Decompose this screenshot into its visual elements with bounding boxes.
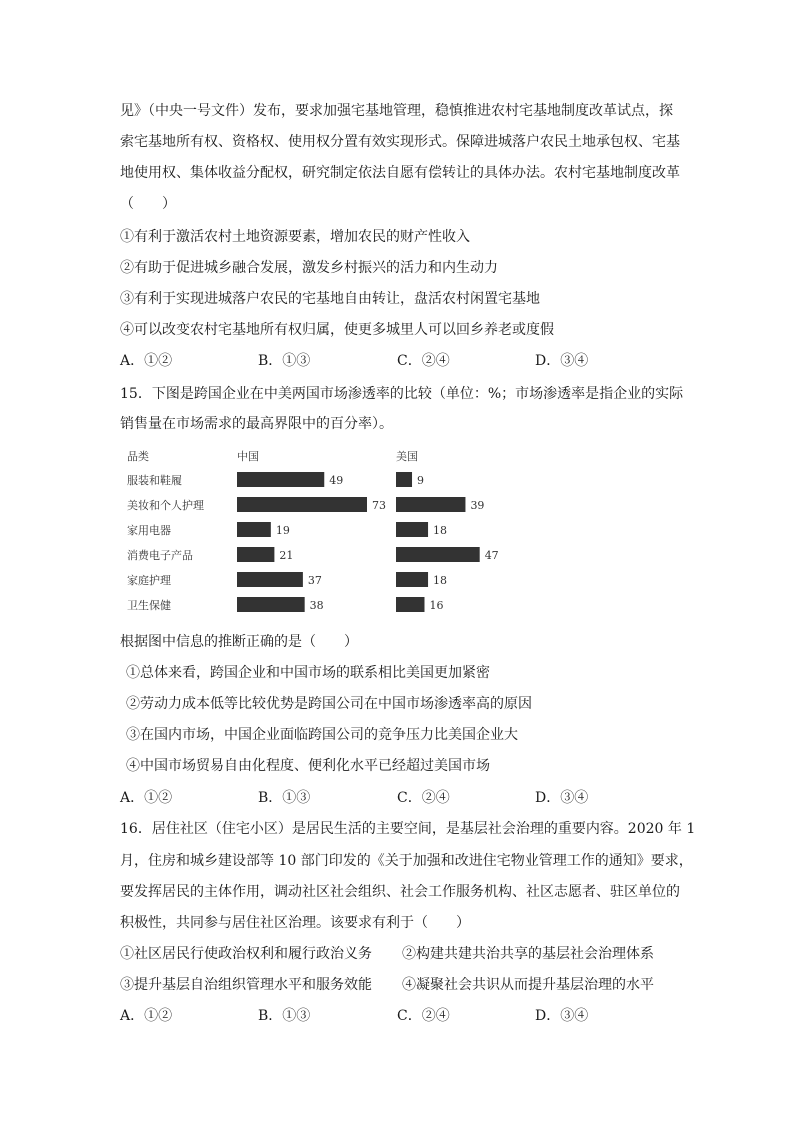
- q14-stem-line-1: 见》（中央一号文件）发布，要求加强宅基地管理，稳慎推进农村宅基地制度改革试点，探: [120, 103, 673, 119]
- q14-option-a[interactable]: A．①②: [120, 353, 173, 369]
- category-header: 品类: [127, 450, 149, 463]
- q14-stem-line-2: 索宅基地所有权、资格权、使用权分置有效实现形式。保障进城落户农民土地承包权、宅基: [120, 134, 680, 150]
- category-label: 服装和鞋履: [127, 474, 182, 487]
- data-label-china: 19: [275, 524, 290, 537]
- bar-usa: [396, 572, 428, 587]
- bar-usa: [396, 497, 465, 512]
- data-label-usa: 39: [470, 499, 485, 512]
- bar-china: [237, 497, 367, 512]
- bar-china: [237, 472, 324, 487]
- bar-usa: [396, 547, 480, 562]
- category-label: 家用电器: [127, 524, 171, 537]
- data-label-usa: 16: [429, 599, 444, 612]
- data-label-china: 38: [309, 599, 324, 612]
- q15-option-c[interactable]: C．②④: [397, 790, 450, 806]
- data-label-usa: 9: [417, 474, 425, 487]
- q16-stem-line-3: 要发挥居民的主体作用，调动社区社会组织、社会工作服务机构、社区志愿者、驻区单位的: [120, 884, 680, 900]
- bar-usa: [396, 522, 428, 537]
- series-label-2: 美国: [396, 450, 418, 463]
- q16-option-b[interactable]: B．①③: [258, 1008, 311, 1024]
- q15-statement-1: ①总体来看，跨国企业和中国市场的联系相比美国更加紧密: [126, 665, 490, 681]
- q16-statement-3: ③提升基层自治组织管理水平和服务效能: [120, 977, 372, 993]
- category-label: 美妆和个人护理: [127, 499, 204, 512]
- q14-answer-blank: （ ）: [120, 196, 176, 212]
- q16-stem-line-1: 16．居住社区（住宅小区）是居民生活的主要空间，是基层社会治理的重要内容。2020 年 1: [120, 821, 696, 837]
- q15-option-a[interactable]: A．①②: [120, 790, 173, 806]
- data-label-china: 49: [329, 474, 344, 487]
- q14-option-b[interactable]: B．①③: [258, 353, 311, 369]
- data-label-china: 37: [307, 574, 322, 587]
- category-label: 消费电子产品: [127, 549, 193, 562]
- data-label-china: 21: [279, 549, 294, 562]
- q15-statement-4: ④中国市场贸易自由化程度、便利化水平已经超过美国市场: [126, 758, 490, 774]
- bar-china: [237, 522, 271, 537]
- q14-stem-line-3: 地使用权、集体收益分配权，研究制定依法自愿有偿转让的具体办法。农村宅基地制度改革: [120, 165, 680, 181]
- series-label-1: 中国: [237, 450, 259, 463]
- q16-stem-line-2: 月，住房和城乡建设部等 10 部门印发的《关于加强和改进住宅物业管理工作的通知》要求，: [120, 853, 693, 869]
- data-label-china: 73: [372, 499, 386, 512]
- category-label: 家庭护理: [127, 574, 171, 587]
- q15-question: 根据图中信息的推断正确的是（ ）: [120, 634, 358, 650]
- q14-statement-4: ④可以改变农村宅基地所有权归属，使更多城里人可以回乡养老或度假: [120, 322, 554, 338]
- q15-statement-3: ③在国内市场，中国企业面临跨国公司的竞争压力比美国企业大: [126, 727, 518, 743]
- bar-china: [237, 547, 274, 562]
- category-label: 卫生保健: [127, 599, 171, 612]
- q15-stem-line-2: 销售量在市场需求的最高界限中的百分率）。: [120, 416, 393, 432]
- q15-option-b[interactable]: B．①③: [258, 790, 311, 806]
- data-label-usa: 18: [433, 524, 448, 537]
- q14-statement-1: ①有利于激活农村土地资源要素，增加农民的财产性收入: [120, 229, 470, 245]
- bar-usa: [396, 472, 412, 487]
- q14-option-d[interactable]: D．③④: [535, 353, 589, 369]
- q16-statement-1: ①社区居民行使政治权利和履行政治义务: [120, 946, 372, 962]
- data-label-usa: 47: [484, 549, 499, 562]
- bar-china: [237, 597, 305, 612]
- q16-option-c[interactable]: C．②④: [397, 1008, 450, 1024]
- q16-statement-2: ②构建共建共治共享的基层社会治理体系: [402, 946, 654, 962]
- bar-china: [237, 572, 303, 587]
- q14-statement-2: ②有助于促进城乡融合发展，激发乡村振兴的活力和内生动力: [120, 260, 498, 276]
- q15-statement-2: ②劳动力成本低等比较优势是跨国公司在中国市场渗透率高的原因: [126, 696, 532, 712]
- q14-option-c[interactable]: C．②④: [397, 353, 450, 369]
- data-label-usa: 18: [433, 574, 448, 587]
- q16-stem-line-4: 积极性，共同参与居住社区治理。该要求有利于（ ）: [120, 915, 470, 931]
- q16-statement-4: ④凝聚社会共识从而提升基层治理的水平: [402, 977, 654, 993]
- q16-option-a[interactable]: A．①②: [120, 1008, 173, 1024]
- q15-option-d[interactable]: D．③④: [535, 790, 589, 806]
- q15-stem-line-1: 15．下图是跨国企业在中美两国市场渗透率的比较（单位：%；市场渗透率是指企业的实际: [120, 386, 684, 402]
- q16-option-d[interactable]: D．③④: [535, 1008, 589, 1024]
- penetration-bar-chart: [120, 444, 540, 620]
- bar-usa: [396, 597, 424, 612]
- q14-statement-3: ③有利于实现进城落户农民的宅基地自由转让，盘活农村闲置宅基地: [120, 291, 540, 307]
